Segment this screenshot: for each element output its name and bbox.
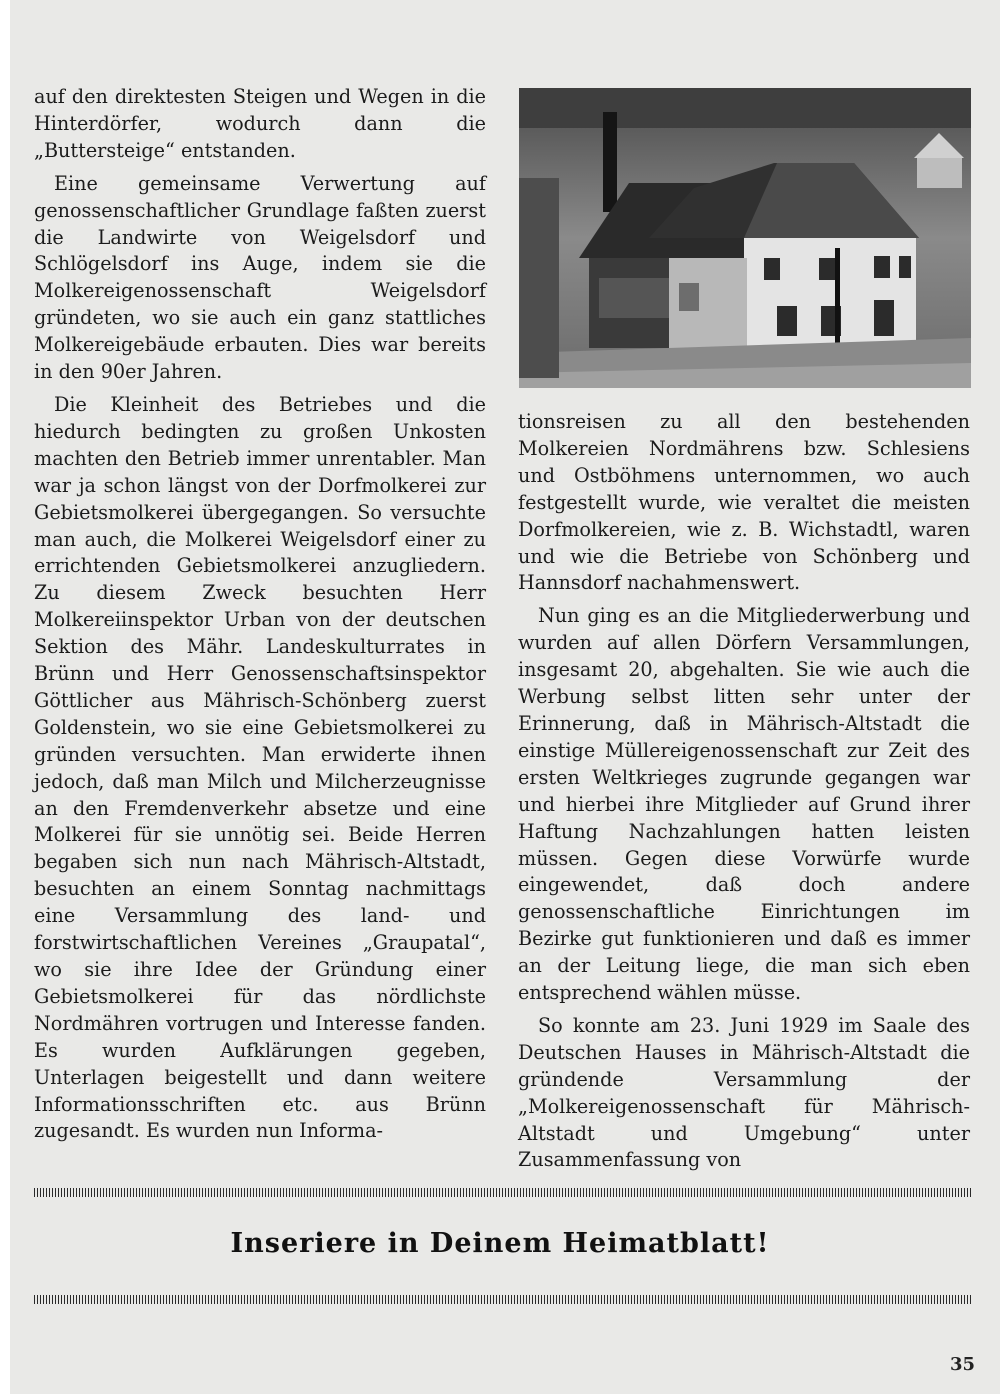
dairy-building-photo bbox=[519, 88, 971, 388]
left-paragraph-3: Die Kleinheit des Betriebes und die hiedurch bedingten zu großen Unkosten machten den Betrieb immer unrentabler. Man war ja schon längst von der Dorfmolkerei zur Gebietsmolkerei übergegangen. So versuchte man auch, die Molkerei Weigelsdorf einer zu errichtenden Gebietsmolkerei anzugliedern. Zu diesem Zweck besuchten Herr Molkereiinspektor Urban von der deutschen Sektion des Mähr. Landeskulturrates in Brünn und Herr Genossenschaftsinspektor Göttlicher aus Mährisch-Schönberg zuerst Goldenstein, wo sie eine Gebietsmolkerei zu gründen versuchten. Man erwiderte ihnen jedoch, daß man Milch und Milcherzeugnisse an den Fremdenverkehr absetze und eine Molkerei für sie unnötig sei. Beide Herren begaben sich nun nach Mährisch-Altstadt, besuchten an einem Sonntag nachmittags eine Versammlung des land- und forstwirtschaftlichen Vereines „Graupatal“, wo sie ihre Idee der Gründung einer Gebietsmolkerei für das nördlichste Nordmähren vortrugen und Interesse fanden. Es wurden Aufklärungen gegeben, Unterlagen beigestellt und dann weitere Informationsschriften etc. aus Brünn zugesandt. Es wurden nun Informa- bbox=[34, 392, 486, 1143]
right-paragraph-3: So konnte am 23. Juni 1929 im Saale des Deutschen Hauses in Mährisch-Altstadt die gründende Versammlung der „Molkereigenossenschaft für Mährisch-Altstadt und Umgebung“ unter Zusammenfassung von bbox=[518, 1013, 970, 1172]
right-paragraph-2: Nun ging es an die Mitgliederwerbung und wurden auf allen Dörfern Versammlungen, insgesamt 20, abgehalten. Sie wie auch die Werbung selbst litten sehr unter der Erinnerung, daß in Mährisch-Altstadt die einstige Müllereigenossenschaft zur Zeit des ersten Weltkrieges zugrunde gegangen war und hierbei ihre Mitglieder auf Grund ihrer Haftung Nachzahlungen hatten leisten müssen. Gegen diese Vorwürfe wurde eingewendet, daß doch andere genossenschaftliche Einrichtungen im Bezirke gut funktionieren und daß es immer an der Leitung liege, die man sich eben entsprechend wählen müsse. bbox=[518, 604, 970, 1005]
left-paragraph-2: Eine gemeinsame Verwertung auf genossenschaftlicher Grundlage faßten zuerst die Landwirte von Weigelsdorf und Schlögelsdorf ins Auge, indem sie die Molkereigenossenschaft Weigelsdorf gründeten, wo sie auch ein ganz stattliches Molkereigebäude erbauten. Dies war bereits in den 90er Jahren. bbox=[34, 171, 486, 384]
left-column bbox=[34, 84, 486, 1145]
left-paragraph-1: auf den direktesten Steigen und Wegen in die Hinterdörfer, wodurch dann die „Buttersteige“ entstanden. bbox=[34, 85, 486, 162]
decorative-rule-bottom bbox=[34, 1295, 972, 1304]
right-column bbox=[518, 409, 970, 1174]
advertisement-slogan: Inseriere in Deinem Heimatblatt! bbox=[230, 1228, 770, 1259]
decorative-rule-top bbox=[34, 1188, 972, 1197]
right-paragraph-1: tionsreisen zu all den bestehenden Molkereien Nordmährens bzw. Schlesiens und Ostböhmens unternommen, wo auch festgestellt wurde, wie veraltet die meisten Dorfmolkereien, wie z. B. Wichstadtl, waren und wie die Betriebe von Schönberg und Hannsdorf nachahmenswert. bbox=[518, 410, 970, 595]
page-number: 35 bbox=[950, 1354, 976, 1375]
